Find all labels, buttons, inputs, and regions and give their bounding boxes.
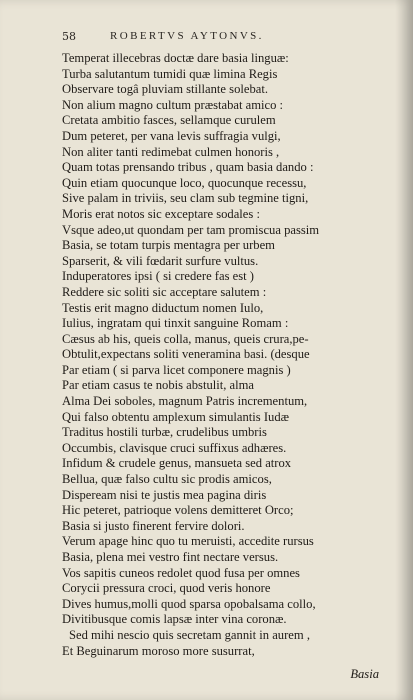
- text-line: Vsque adeo,ut quondam per tam promiscua passim: [62, 222, 320, 237]
- text-line: Infidum & crudele genus, mansueta sed atrox: [62, 456, 292, 471]
- text-line: Dum peteret, per vana levis suffragia vulgi,: [62, 128, 281, 143]
- text-line: Non alium magno cultum præstabat amico :: [62, 97, 284, 112]
- text-line: Bellua, quæ falso cultu sic prodis amicos,: [62, 472, 272, 487]
- text-line: Temperat illecebras doctæ dare basia linguæ:: [62, 51, 289, 65]
- text-line: Verum apage hinc quo tu meruisti, accedite rursus: [62, 534, 314, 549]
- text-line: Observare togâ pluviam stillante solebat.: [62, 82, 268, 97]
- text-line: Cretata ambitio fasces, sellamque curulem: [62, 113, 276, 128]
- text-line: Induperatores ipsi ( si credere fas est ): [62, 269, 254, 284]
- page-edge-shadow: [395, 0, 413, 700]
- text-line: Basia si justo finerent fervire dolori.: [62, 518, 245, 533]
- text-line: Vos sapitis cuneos redolet quod fusa per omnes: [62, 565, 300, 580]
- page-header: [62, 30, 392, 44]
- text-line: Occumbis, clavisque cruci suffixus adhæres.: [62, 440, 287, 455]
- text-line: Quin etiam quocunque loco, quocunque recessu,: [62, 175, 307, 190]
- text-line: Par etiam casus te nobis abstulit, alma: [62, 378, 255, 393]
- text-line: Sive palam in triviis, seu clam sub tegmine tigni,: [62, 191, 309, 206]
- text-line: Divitibusque comis lapsæ inter vina coronæ.: [62, 612, 287, 627]
- text-line: Par etiam ( si parva licet componere magnis ): [62, 362, 291, 377]
- text-line: Sed mihi nescio quis secretam gannit in aurem ,: [69, 627, 310, 642]
- text-line: Basia, se totam turpis mentagra per urbem: [62, 238, 275, 253]
- text-line: Cæsus ab his, queis colla, manus, queis crura,pe-: [62, 331, 309, 346]
- text-line: Corycii pressura croci, quod veris honore: [62, 581, 271, 596]
- text-line: Basia, plena mei vestro fint nectare versus.: [62, 550, 279, 564]
- text-line: Dives humus,molli quod sparsa opobalsama collo,: [62, 596, 316, 611]
- text-line: Moris erat notos sic exceptare sodales :: [62, 206, 260, 221]
- text-line: Et Beguinarum moroso more susurrat,: [62, 643, 255, 658]
- text-line: Testis erit magno diductum nomen Iulo,: [62, 300, 264, 315]
- text-line: Dispeream nisi te justis mea pagina diris: [62, 487, 267, 502]
- text-line: Iulius, ingratam qui tinxit sanguine Romam :: [62, 316, 289, 331]
- page-number: 58: [62, 30, 76, 43]
- text-line: Qui falso obtentu amplexum simulantis Iudæ: [62, 409, 290, 424]
- text-line: Quam totas prensando tribus , quam basia dando :: [62, 160, 314, 175]
- running-head: ROBERTVS AYTONVS.: [110, 30, 264, 42]
- text-line: Hic peteret, patrioque volens demitteret Orco;: [62, 503, 294, 518]
- text-line: Non aliter tanti redimebat culmen honoris ,: [62, 144, 280, 159]
- text-line: Sparserit, & vili fœdarit surfure vultus.: [62, 253, 259, 268]
- text-line: Traditus hostili turbæ, crudelibus umbris: [62, 425, 267, 440]
- text-line: Alma Dei soboles, magnum Patris incrementum,: [62, 394, 308, 409]
- text-line: Obtulit,expectans soliti veneramina basi. (desque: [62, 347, 310, 362]
- catchword: Basia: [350, 667, 379, 681]
- text-line: Turba salutantum tumidi quæ limina Regis: [62, 66, 278, 81]
- text-line: Reddere sic soliti sic acceptare salutem :: [62, 284, 267, 299]
- poem-text: [62, 51, 392, 659]
